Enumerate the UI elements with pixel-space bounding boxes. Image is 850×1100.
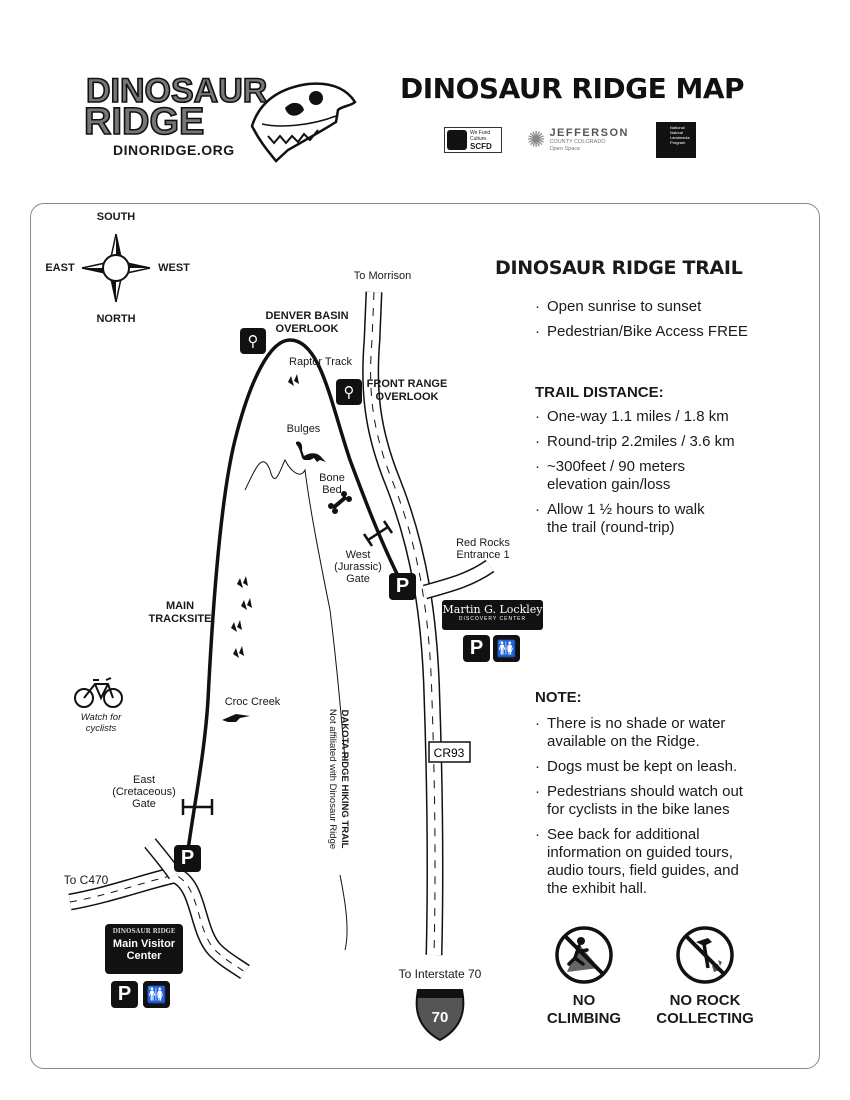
lockley-name: Martin G. Lockley <box>442 603 543 616</box>
label-watch-cyclists: Watch for cyclists <box>80 712 122 734</box>
label-to-morrison: To Morrison <box>353 270 412 282</box>
hiking-trail-sub: Not affiliated with Dinosaur Ridge <box>327 708 338 850</box>
no-rock-collecting-icon <box>674 924 736 986</box>
logo-line2: RIDGE <box>84 101 205 143</box>
list-item: · ~300feet / 90 meters elevation gain/loss <box>535 458 805 494</box>
lockley-sub: DISCOVERY CENTER <box>458 616 527 622</box>
label-front-range: FRONT RANGE OVERLOOK <box>366 378 448 403</box>
label-main-tracksite: MAIN TRACKSITE <box>148 600 212 625</box>
road-red-rocks <box>425 566 490 592</box>
parking-lockley: P <box>463 635 490 662</box>
label-bulges: Bulges <box>286 423 321 435</box>
distance-heading: TRAIL DISTANCE: <box>535 384 664 401</box>
hiking-trail-title: DAKOTA RIDGE HIKING TRAIL <box>339 709 350 849</box>
trail-info-list <box>535 298 805 348</box>
jeffco-name: JEFFERSON <box>549 127 629 139</box>
visitor-center-label: Main Visitor Center <box>112 938 176 962</box>
jeffco-sub2: Open Space <box>549 146 581 152</box>
list-item: · Allow 1 ½ hours to walk the trail (round-trip) <box>535 501 805 537</box>
list-item: · Round-trip 2.2miles / 3.6 km <box>535 433 805 451</box>
compass-south: SOUTH <box>96 211 136 223</box>
label-red-rocks: Red Rocks Entrance 1 <box>456 537 510 561</box>
no-climbing-icon <box>553 924 615 986</box>
scfd-line2: Culture. <box>470 135 488 142</box>
lockley-discovery-center[interactable] <box>442 600 543 630</box>
hiking-trail-label <box>320 695 350 875</box>
west-gate-marker <box>364 521 392 546</box>
compass-rose <box>82 234 150 302</box>
nnl-line3: Landmarks <box>670 135 690 140</box>
list-item: · There is no shade or water available on the Ridge. <box>535 715 815 751</box>
list-item: · Open sunrise to sunset <box>535 298 805 316</box>
page-title: DINOSAUR RIDGE MAP <box>400 72 745 105</box>
parking-east: P <box>174 845 201 872</box>
visitor-logo: DINOSAUR RIDGE <box>112 928 176 935</box>
cr93-label: CR93 <box>433 746 465 760</box>
scfd-name: SCFD <box>470 141 492 151</box>
binoculars-icon: ⚲ <box>336 379 362 405</box>
interstate-70-shield <box>417 990 464 1040</box>
scfd-line1: We Fund <box>470 129 491 136</box>
logo-url[interactable]: DINORIDGE.ORG <box>113 142 235 158</box>
jeffco-logo-icon: ✺ <box>527 127 546 152</box>
note-heading: NOTE: <box>535 689 582 706</box>
east-gate-marker <box>183 799 212 815</box>
list-item: · One-way 1.1 miles / 1.8 km <box>535 408 805 426</box>
no-rock-label: NO ROCK COLLECTING <box>656 992 754 1027</box>
trail-heading: DINOSAUR RIDGE TRAIL <box>495 257 743 279</box>
no-climbing-label: NO CLIMBING <box>546 992 622 1027</box>
logo-line1: DINOSAUR <box>86 72 268 110</box>
label-bone-bed: Bone Bed <box>319 472 345 496</box>
compass-east: EAST <box>45 262 75 274</box>
distance-list <box>535 408 805 544</box>
list-item: · See back for additional information on guided tours, audio tours, field guides, and the exhibit hall. <box>535 826 815 898</box>
nnl-line2: Natural <box>670 130 683 135</box>
note-list <box>535 715 815 905</box>
i70-shield-number: 70 <box>431 1009 449 1026</box>
label-to-c470: To C470 <box>63 873 109 887</box>
bicycle-icon <box>75 678 122 707</box>
nnl-line1: National <box>670 125 685 130</box>
parking-visitor: P <box>111 981 138 1008</box>
label-west-gate: West (Jurassic) Gate <box>334 549 382 585</box>
label-east-gate: East (Cretaceous) Gate <box>112 774 176 810</box>
label-croc-creek: Croc Creek <box>224 696 281 708</box>
label-denver-basin: DENVER BASIN OVERLOOK <box>265 310 349 335</box>
main-visitor-center[interactable] <box>105 924 183 974</box>
label-raptor-track: Raptor Track <box>289 356 352 368</box>
nnl-line4: Program <box>670 140 686 145</box>
binoculars-icon: ⚲ <box>240 328 266 354</box>
list-item: · Pedestrian/Bike Access FREE <box>535 323 805 341</box>
label-to-i70: To Interstate 70 <box>398 967 482 981</box>
compass-north: NORTH <box>96 313 136 325</box>
list-item: · Dogs must be kept on leash. <box>535 758 815 776</box>
restroom-icon: 🚻 <box>493 635 520 662</box>
jeffco-sub: COUNTY COLORADO <box>549 139 606 145</box>
crocodile-icon <box>222 714 250 722</box>
parking-west: P <box>389 573 416 600</box>
brontosaurus-icon <box>296 441 326 462</box>
compass-west: WEST <box>158 262 190 274</box>
restroom-icon: 🚻 <box>143 981 170 1008</box>
list-item: · Pedestrians should watch out for cyclists in the bike lanes <box>535 783 815 819</box>
